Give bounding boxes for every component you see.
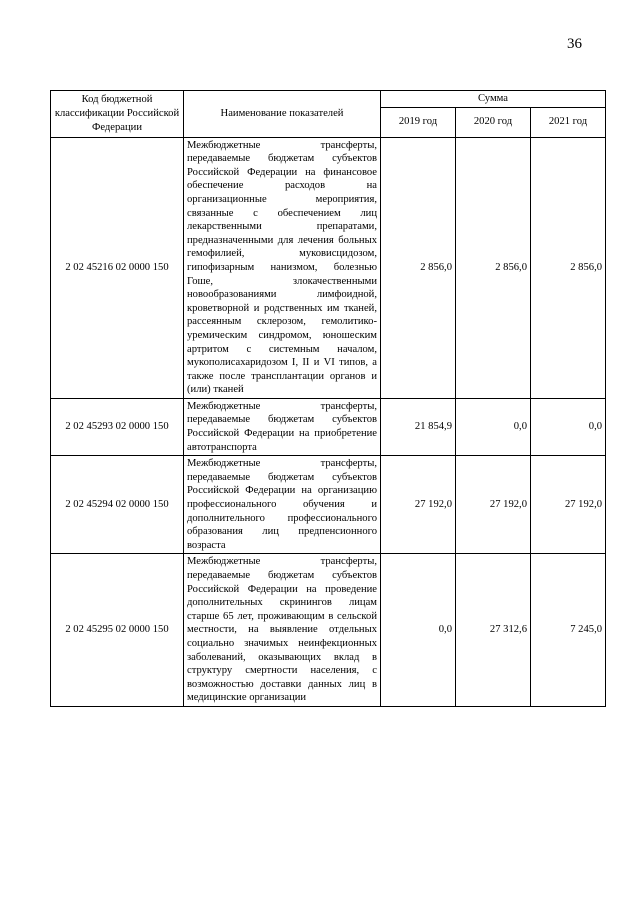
header-sum: Сумма: [381, 91, 606, 108]
row-value-2020: 2 856,0: [456, 137, 531, 398]
header-row: [51, 91, 606, 108]
row-code: 2 02 45216 02 0000 150: [51, 137, 184, 398]
row-name: Межбюджетные трансферты, передаваемые бюджетам субъектов Российской Федерации на финансовое обеспечение расходов на организационные мероприятия, связанные с обеспечением лиц лекарственными препаратами, предназначенными для лечения больных гемофилией, муковисцидозом, гипофизарным нанизмом, болезнью Гоше, злокачественными новообразованиями лимфоидной, кроветворной и родственных им тканей, рассеянным склерозом, гемолитико-уремическим синдромом, юношеским артритом с системным началом, мукополисахаридозом I, II и VI типов, а также после трансплантации органов и (или) тканей: [184, 137, 381, 398]
table-row: [51, 137, 606, 398]
row-value-2020: 0,0: [456, 398, 531, 455]
header-year-2020: 2020 год: [456, 107, 531, 137]
row-value-2021: 0,0: [531, 398, 606, 455]
row-name: Межбюджетные трансферты, передаваемые бюджетам субъектов Российской Федерации на приобретение автотранспорта: [184, 398, 381, 455]
header-year-2021: 2021 год: [531, 107, 606, 137]
header-year-2019: 2019 год: [381, 107, 456, 137]
row-value-2020: 27 192,0: [456, 456, 531, 554]
table-row: [51, 456, 606, 554]
page-number: 36: [567, 36, 582, 52]
table-row: [51, 554, 606, 707]
row-value-2019: 0,0: [381, 554, 456, 707]
row-value-2019: 21 854,9: [381, 398, 456, 455]
row-value-2019: 2 856,0: [381, 137, 456, 398]
row-value-2021: 7 245,0: [531, 554, 606, 707]
row-code: 2 02 45294 02 0000 150: [51, 456, 184, 554]
row-name: Межбюджетные трансферты, передаваемые бюджетам субъектов Российской Федерации на проведение дополнительных скринингов лицам старше 65 лет, проживающим в сельской местности, на выявление отдельных социально значимых неинфекционных заболеваний, оказывающих вклад в структуру смертности населения, с возможностью доставки данных лиц в медицинские организации: [184, 554, 381, 707]
header-name: Наименование показателей: [184, 91, 381, 138]
row-name: Межбюджетные трансферты, передаваемые бюджетам субъектов Российской Федерации на организацию профессионального обучения и дополнительного профессионального образования лиц предпенсионного возраста: [184, 456, 381, 554]
row-value-2020: 27 312,6: [456, 554, 531, 707]
row-code: 2 02 45293 02 0000 150: [51, 398, 184, 455]
table-row: [51, 398, 606, 455]
row-value-2021: 27 192,0: [531, 456, 606, 554]
row-value-2021: 2 856,0: [531, 137, 606, 398]
header-code: Код бюджетной классификации Российской Федерации: [51, 91, 184, 138]
budget-table: [50, 90, 606, 707]
row-value-2019: 27 192,0: [381, 456, 456, 554]
row-code: 2 02 45295 02 0000 150: [51, 554, 184, 707]
